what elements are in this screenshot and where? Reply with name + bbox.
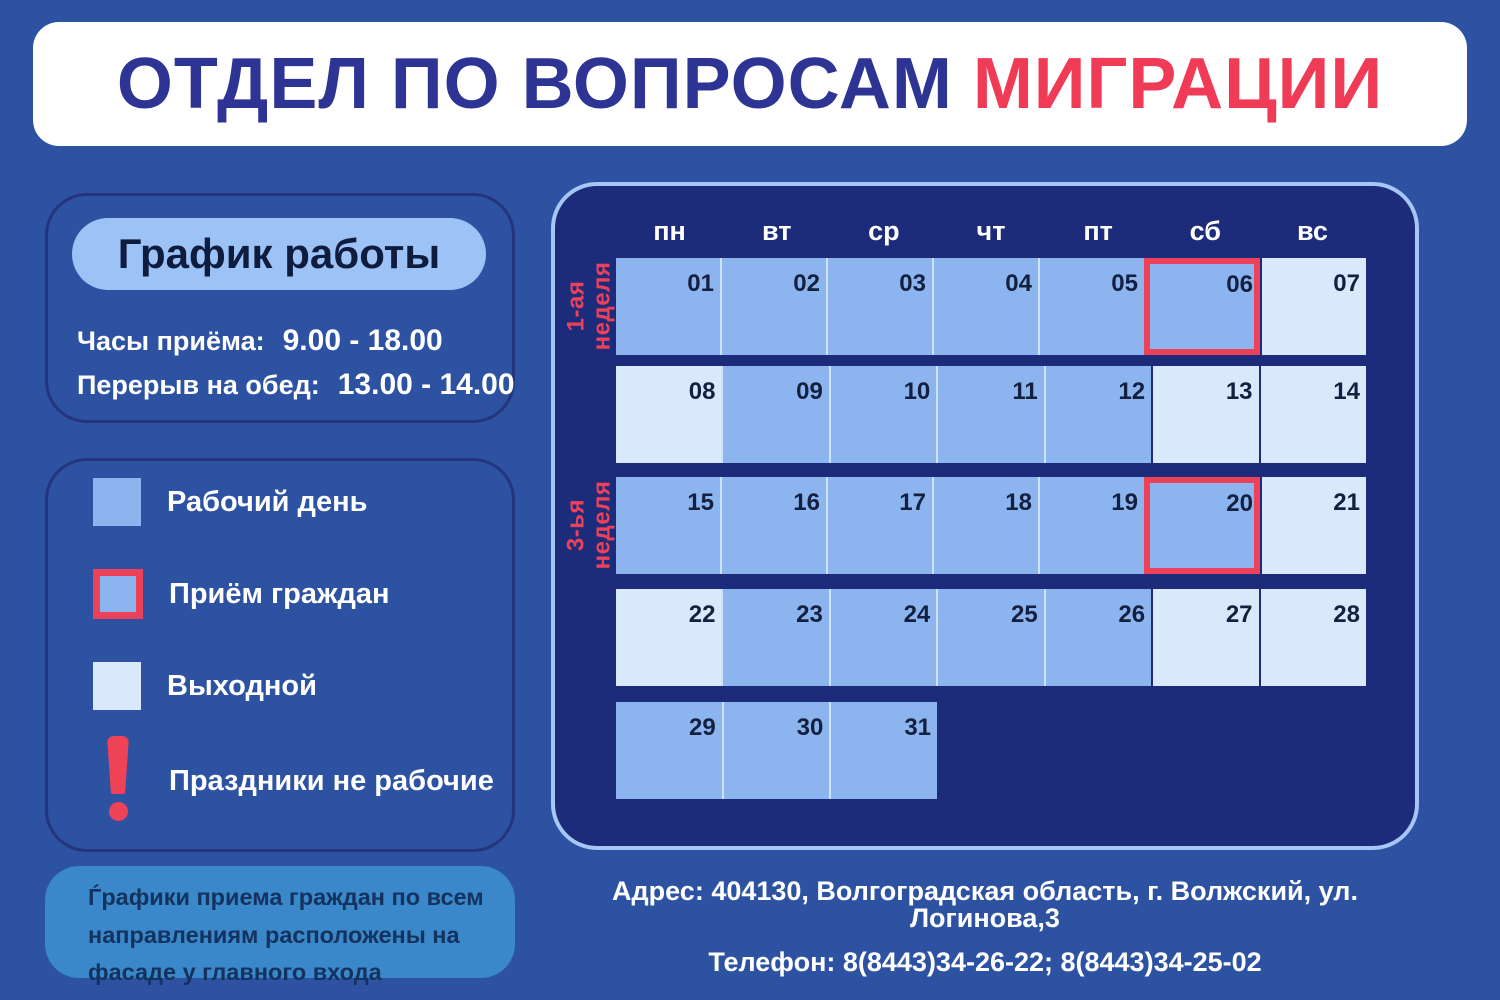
cell-day-number: 26: [1118, 601, 1146, 628]
hours-label: Часы приёма:: [77, 326, 265, 356]
calendar-cell-07: [1260, 258, 1366, 355]
cell-day-number: 15: [687, 489, 714, 516]
cell-day-number: 01: [687, 270, 714, 297]
legend-item-label: Выходной: [167, 669, 317, 702]
cell-day-number: 06: [1226, 271, 1253, 298]
cell-day-number: 02: [793, 270, 820, 297]
calendar-cell-14: [1259, 366, 1366, 463]
calendar-row-4: [616, 589, 1366, 686]
cell-day-number: 25: [1010, 601, 1038, 628]
lunch-value: 13.00 - 14.00: [337, 368, 515, 401]
exclamation-bar: [107, 736, 129, 794]
cell-day-number: 14: [1333, 378, 1360, 405]
calendar-cell-02: [720, 258, 826, 355]
calendar-cell-18: [932, 477, 1038, 574]
calendar-cell-31: [829, 702, 937, 799]
cell-day-number: 22: [688, 601, 716, 628]
cell-day-number: 18: [1005, 489, 1032, 516]
day-header-чт: чт: [976, 216, 1006, 246]
legend-item-workday: [93, 478, 367, 526]
dayoff-swatch: [93, 662, 141, 710]
legend-item-dayoff: [93, 662, 317, 710]
cell-day-number: 11: [1012, 378, 1038, 405]
calendar-row-5: [616, 702, 937, 799]
day-headers-row: [616, 216, 1366, 247]
lunch-label: Перерыв на обед:: [77, 370, 320, 400]
cell-day-number: 07: [1333, 270, 1360, 297]
legend-item-label: Приём граждан: [169, 577, 390, 610]
reception-swatch: [93, 569, 143, 619]
legend-item-holiday: [93, 736, 494, 826]
exclamation-icon: [93, 736, 143, 826]
cell-day-number: 23: [796, 601, 823, 628]
schedule-title: График работы: [72, 218, 486, 290]
note-text: Ѓрафики приема граждан по всем направлениям расположены на фасаде у главного входа: [88, 884, 484, 986]
calendar-cell-22: [616, 589, 721, 686]
calendar-cell-05: [1038, 258, 1144, 355]
cell-day-number: 21: [1333, 489, 1360, 516]
calendar-cell-09: [721, 366, 828, 463]
cell-day-number: 05: [1111, 270, 1138, 297]
cell-day-number: 28: [1333, 601, 1360, 628]
legend-panel: [45, 458, 515, 852]
cell-day-number: 24: [903, 601, 931, 628]
calendar-cell-23: [721, 589, 828, 686]
cell-day-number: 17: [899, 489, 926, 516]
cell-day-number: 20: [1226, 490, 1253, 517]
reception-hours-line: [77, 324, 443, 358]
calendar-cell-21: [1260, 477, 1366, 574]
calendar-cell-12: [1044, 366, 1151, 463]
footer-phone: Телефон: 8(8443)34-26-22; 8(8443)34-25-02: [708, 947, 1262, 977]
day-header-ср: ср: [868, 216, 900, 246]
cell-day-number: 12: [1118, 378, 1146, 405]
cell-day-number: 30: [796, 714, 824, 741]
legend-item-label: Рабочий день: [167, 485, 368, 518]
cell-day-number: 10: [903, 378, 931, 405]
week-label-1: 1-ая неделя: [562, 261, 616, 351]
calendar-row-2: [616, 366, 1366, 463]
footer-address: Адрес: 404130, Волгоградская область, г. Волжский, ул. Логинова,3: [612, 876, 1358, 933]
header-banner: [33, 22, 1467, 146]
page-title: ОТДЕЛ ПО ВОПРОСАМ: [116, 44, 953, 124]
calendar-cell-30: [722, 702, 830, 799]
cell-day-number: 31: [904, 714, 932, 741]
calendar-panel: [551, 182, 1419, 850]
calendar-cell-20: [1144, 477, 1260, 574]
footer-contact: [551, 878, 1419, 976]
calendar-cell-08: [616, 366, 721, 463]
calendar-cell-28: [1259, 589, 1366, 686]
exclamation-dot: [109, 802, 128, 821]
calendar-cell-10: [829, 366, 936, 463]
cell-day-number: 09: [796, 378, 823, 405]
calendar-row-1: [616, 258, 1366, 355]
calendar-cell-15: [616, 477, 720, 574]
calendar-cell-24: [829, 589, 936, 686]
note-box: [45, 866, 515, 986]
day-header-сб: сб: [1189, 216, 1221, 246]
calendar-cell-11: [936, 366, 1043, 463]
cell-day-number: 08: [688, 378, 716, 405]
calendar-cell-26: [1044, 589, 1151, 686]
schedule-panel: [45, 193, 515, 423]
cell-day-number: 13: [1225, 378, 1253, 405]
legend-item-reception: [93, 569, 390, 619]
day-header-вт: вт: [761, 216, 792, 246]
lunch-break-line: [77, 368, 515, 402]
calendar-cell-06: [1144, 258, 1260, 355]
cell-day-number: 16: [793, 489, 820, 516]
calendar-row-3: [616, 477, 1366, 574]
calendar-cell-25: [936, 589, 1043, 686]
calendar-cell-13: [1151, 366, 1258, 463]
cell-day-number: 19: [1111, 489, 1138, 516]
day-header-пн: пн: [653, 216, 686, 246]
day-header-вс: вс: [1296, 216, 1328, 246]
cell-day-number: 27: [1225, 601, 1253, 628]
cell-day-number: 29: [688, 714, 716, 741]
calendar-cell-04: [932, 258, 1038, 355]
cell-day-number: 03: [899, 270, 926, 297]
calendar-cell-03: [826, 258, 932, 355]
calendar-cell-01: [616, 258, 720, 355]
calendar-cell-19: [1038, 477, 1144, 574]
hours-value: 9.00 - 18.00: [282, 324, 443, 357]
page-title-accent: МИГРАЦИИ: [972, 44, 1384, 124]
calendar-cell-29: [616, 702, 722, 799]
calendar-cell-16: [720, 477, 826, 574]
week-label-3: 3-ья неделя: [562, 480, 616, 570]
cell-day-number: 04: [1005, 270, 1032, 297]
workday-swatch: [93, 478, 141, 526]
calendar-cell-17: [826, 477, 932, 574]
calendar-cell-27: [1151, 589, 1258, 686]
legend-item-label: Праздники не рабочие: [169, 764, 494, 797]
day-header-пт: пт: [1083, 216, 1113, 246]
